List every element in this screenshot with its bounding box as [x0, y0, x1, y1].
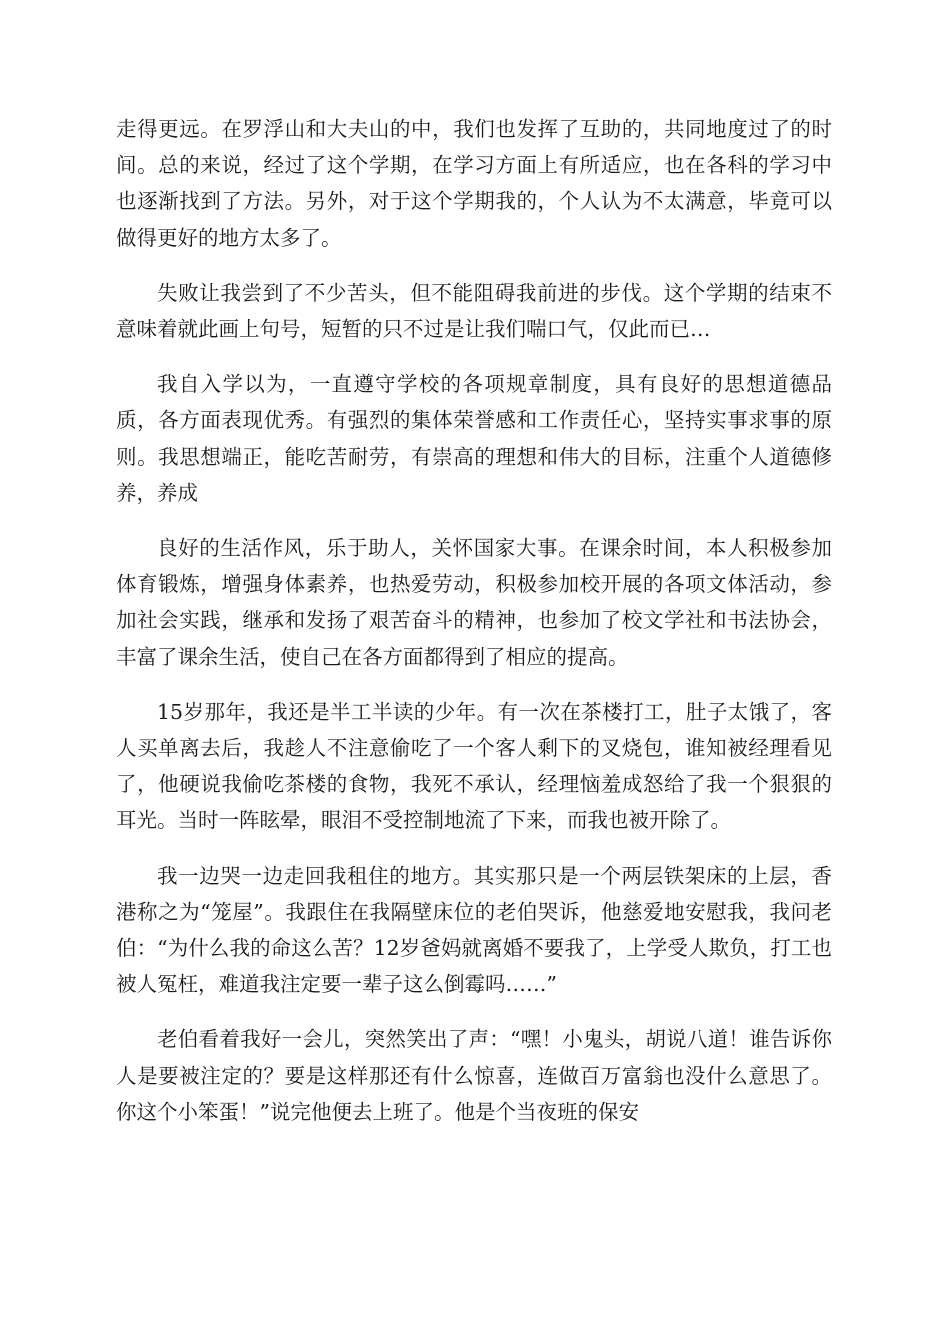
paragraph-6: 我一边哭一边走回我租住的地方。其实那只是一个两层铁架床的上层，香港称之为“笼屋”。我跟住在我隔壁床位的老伯哭诉，他慈爱地安慰我，我问老伯：“为什么我的命这么苦？12岁爸妈就离婚不要我了，上学受人欺负，打工也被人冤枉，难道我注定要一辈子这么倒霉吗……” — [116, 863, 832, 997]
paragraph-7: 老伯看着我好一会儿，突然笑出了声：“嘿！小鬼头，胡说八道！谁告诉你人是要被注定的？要是这样那还有什么惊喜，连做百万富翁也没什么意思了。你这个小笨蛋！”说完他便去上班了。他是个当夜班的保安 — [116, 1027, 832, 1124]
paragraph-2: 失败让我尝到了不少苦头，但不能阻碍我前进的步伐。这个学期的结束不意味着就此画上句号，短暂的只不过是让我们喘口气，仅此而已… — [116, 280, 832, 342]
paragraph-4: 良好的生活作风，乐于助人，关怀国家大事。在课余时间，本人积极参加体育锻炼，增强身体素养，也热爱劳动，积极参加校开展的各项文体活动，参加社会实践，继承和发扬了艰苦奋斗的精神，也参加了校文学社和书法协会，丰富了课余生活，使自己在各方面都得到了相应的提高。 — [116, 536, 832, 669]
document-page — [116, 111, 832, 1149]
paragraph-3: 我自入学以为，一直遵守学校的各项规章制度，具有良好的思想道德品质，各方面表现优秀。有强烈的集体荣誉感和工作责任心，坚持实事求事的原则。我思想端正，能吃苦耐劳，有崇高的理想和伟大的目标，注重个人道德修养，养成 — [116, 372, 832, 505]
paragraph-1: 走得更远。在罗浮山和大夫山的中，我们也发挥了互助的，共同地度过了的时间。总的来说，经过了这个学期，在学习方面上有所适应，也在各科的学习中也逐渐找到了方法。另外，对于这个学期我的，个人认为不太满意，毕竟可以做得更好的地方太多了。 — [116, 117, 832, 250]
paragraph-5: 15岁那年，我还是半工半读的少年。有一次在茶楼打工，肚子太饿了，客人买单离去后，我趁人不注意偷吃了一个客人剩下的叉烧包，谁知被经理看见了，他硬说我偷吃茶楼的食物，我死不承认，经理恼羞成怒给了我一个狠狠的耳光。当时一阵眩晕，眼泪不受控制地流了下来，而我也被开除了。 — [116, 699, 832, 833]
